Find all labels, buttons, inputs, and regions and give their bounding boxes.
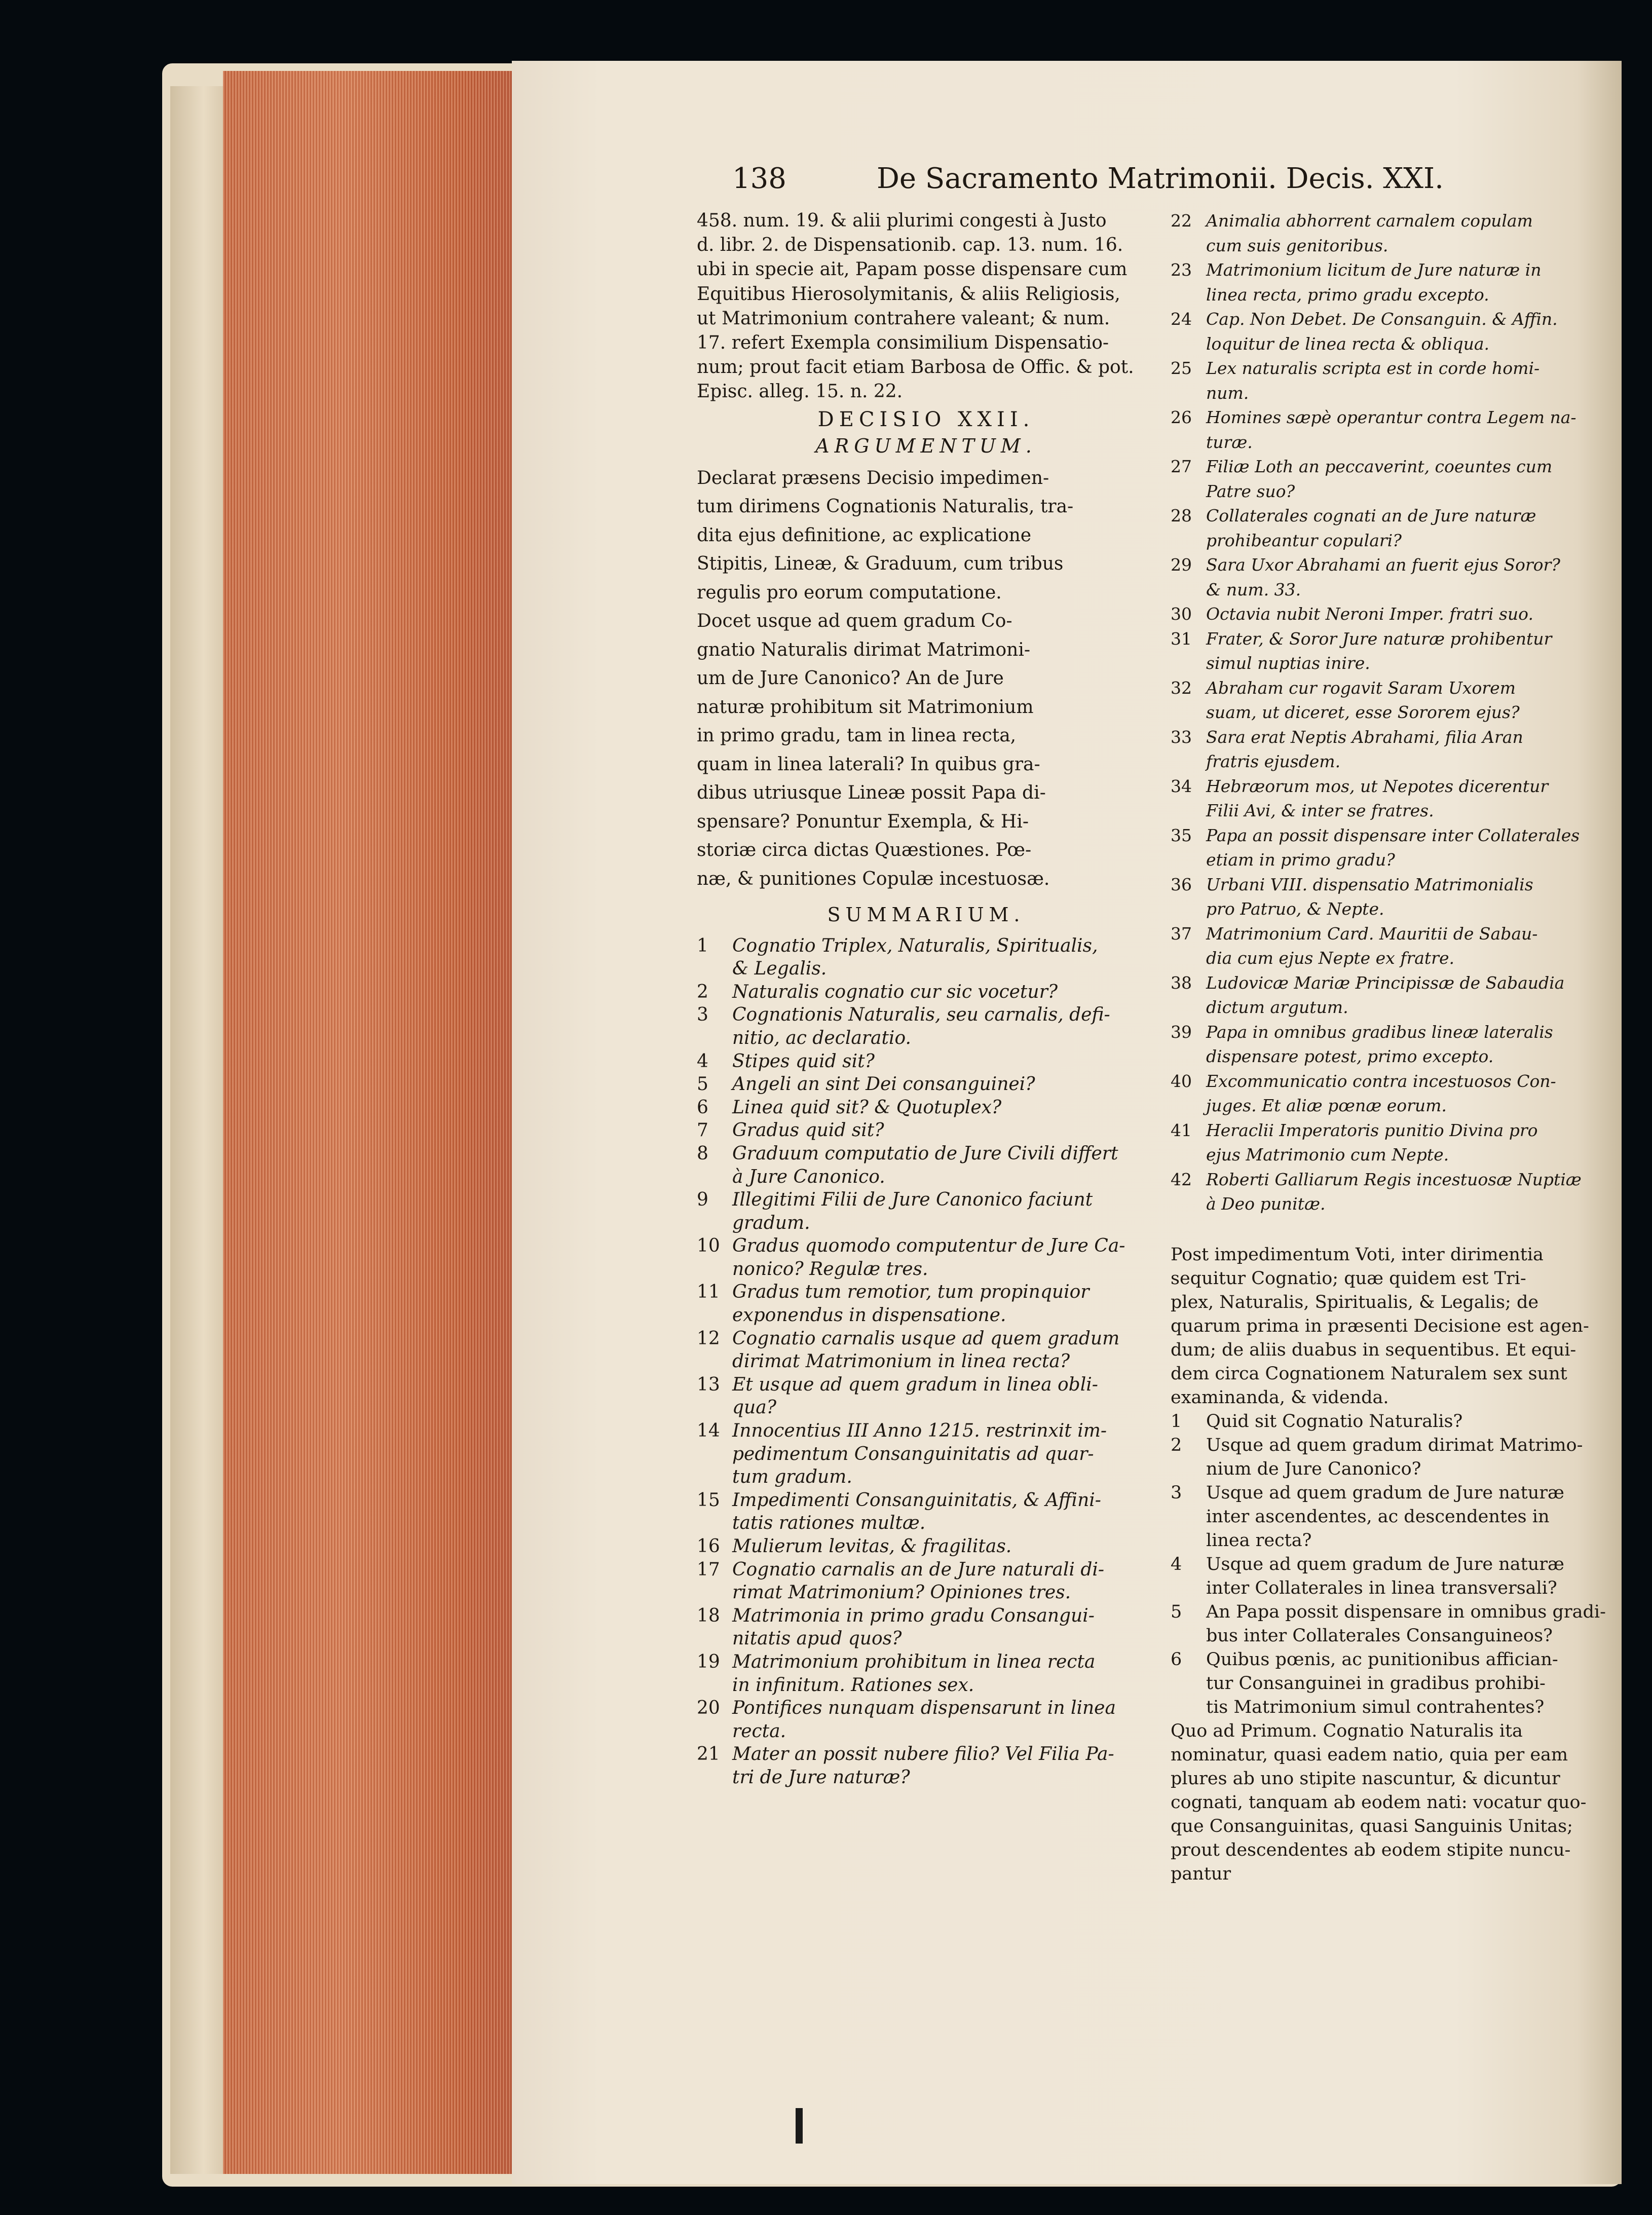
list-item — [1171, 946, 1601, 971]
item-text: à Jure Canonico. — [732, 1166, 885, 1187]
list-item — [1171, 700, 1601, 725]
running-title: De Sacramento Matrimonii. Decis. XXI. — [877, 162, 1444, 195]
item-number: 2 — [697, 981, 708, 1002]
item-number: 26 — [1171, 407, 1192, 427]
item-text: gradum. — [732, 1212, 810, 1233]
list-item — [1171, 651, 1601, 676]
item-text: in infinitum. Rationes sex. — [732, 1674, 974, 1696]
item-text: Et usque ad quem gradum in linea obli- — [732, 1374, 1098, 1395]
item-text: Matrimonium Card. Mauritii de Sabau- — [1206, 923, 1538, 944]
argumentum-line: regulis pro eorum computatione. — [697, 582, 1002, 603]
item-text: Papa in omnibus gradibus lineæ lateralis — [1206, 1022, 1553, 1042]
item-text: nium de Jure Canonico? — [1206, 1458, 1421, 1479]
item-number: 15 — [697, 1489, 720, 1511]
list-item — [697, 1050, 1155, 1073]
item-text: linea recta, primo gradu excepto. — [1206, 284, 1489, 305]
item-number: 6 — [697, 1097, 708, 1118]
list-item — [1171, 749, 1601, 774]
list-item — [1171, 332, 1601, 357]
item-number: 28 — [1171, 506, 1192, 525]
item-text: nitatis apud quos? — [732, 1628, 902, 1649]
list-item — [1171, 504, 1601, 529]
list-item — [1171, 1069, 1601, 1094]
item-number: 31 — [1171, 628, 1192, 649]
item-text: dispensare potest, primo excepto. — [1206, 1046, 1494, 1066]
question-list — [1171, 1410, 1606, 1719]
item-number: 32 — [1171, 678, 1192, 698]
item-text: Roberti Galliarum Regis incestuosæ Nuptiæ — [1206, 1169, 1582, 1189]
item-number: 22 — [1171, 211, 1192, 231]
body-line: plex, Naturalis, Spiritualis, & Legalis; de — [1171, 1292, 1539, 1312]
item-text: fratris ejusdem. — [1206, 752, 1341, 771]
item-number: 29 — [1171, 555, 1192, 575]
item-text: Matrimonium prohibitum in linea recta — [732, 1651, 1096, 1672]
list-item — [697, 1281, 1155, 1304]
item-number: 37 — [1171, 923, 1192, 944]
item-text: rimat Matrimonium? Opiniones tres. — [732, 1582, 1071, 1603]
list-item — [697, 1466, 1155, 1489]
item-text: An Papa possit dispensare in omnibus gradi- — [1206, 1601, 1606, 1622]
list-item — [1171, 405, 1601, 430]
item-number: 20 — [697, 1698, 720, 1719]
item-text: nonico? Regulæ tres. — [732, 1258, 928, 1280]
list-item — [1171, 873, 1601, 897]
list-item — [1171, 1481, 1601, 1505]
list-item — [697, 1188, 1155, 1212]
item-text: Lex naturalis scripta est in corde homi- — [1206, 358, 1540, 378]
item-number: 19 — [697, 1651, 720, 1672]
list-item — [1171, 1118, 1601, 1143]
closing-paragraph — [1171, 1719, 1601, 1886]
item-text: tri de Jure naturæ? — [732, 1767, 910, 1788]
list-item — [1171, 381, 1601, 406]
list-item — [1171, 1600, 1606, 1624]
item-text: Pontifices nunquam dispensarunt in linea — [732, 1698, 1116, 1719]
item-number: 1 — [1171, 1411, 1182, 1432]
item-text: Gradus quomodo computentur de Jure Ca- — [732, 1235, 1125, 1257]
item-number: 23 — [1171, 260, 1192, 280]
item-text: Illegitimi Filii de Jure Canonico faciunt — [732, 1189, 1093, 1211]
item-text: dirimat Matrimonium in linea recta? — [732, 1351, 1070, 1372]
summarium-list-right — [1171, 209, 1601, 1217]
list-item — [1171, 725, 1601, 750]
item-text: Filii Avi, & inter se fratres. — [1206, 801, 1434, 820]
item-text: Collaterales cognati an de Jure naturæ — [1206, 506, 1536, 525]
item-text: Cognatio carnalis usque ad quem gradum — [732, 1328, 1120, 1349]
list-item — [697, 1073, 1155, 1096]
list-item — [697, 1212, 1155, 1235]
item-text: etiam in primo gradu? — [1206, 850, 1395, 870]
item-text: nitio, ac declaratio. — [732, 1027, 911, 1048]
summarium-list-left — [697, 934, 1155, 1789]
list-item — [1171, 1192, 1601, 1217]
item-text: linea recta? — [1206, 1530, 1312, 1551]
item-text: Usque ad quem gradum dirimat Matrimo- — [1206, 1435, 1583, 1455]
list-item — [697, 1258, 1155, 1281]
list-item — [1171, 1576, 1601, 1600]
item-text: pedimentum Consanguinitatis ad quar- — [732, 1443, 1094, 1465]
item-number: 5 — [697, 1074, 708, 1095]
argumentum-line: spensare? Ponuntur Exempla, & Hi- — [697, 811, 1029, 832]
argumentum-text — [697, 464, 1155, 894]
item-text: Cognatio carnalis an de Jure naturali di- — [732, 1559, 1105, 1580]
item-text: Linea quid sit? & Quotuplex? — [732, 1097, 1002, 1118]
item-number: 33 — [1171, 727, 1192, 747]
item-number: 41 — [1171, 1120, 1192, 1140]
body-line: dem circa Cognationem Naturalem sex sunt — [1171, 1363, 1567, 1384]
item-number: 34 — [1171, 776, 1192, 796]
list-item — [1171, 823, 1601, 848]
item-number: 17 — [697, 1559, 720, 1580]
book-cover-edge — [170, 86, 226, 2174]
item-text: Heraclii Imperatoris punitio Divina pro — [1206, 1120, 1538, 1140]
list-item — [1171, 1505, 1601, 1529]
item-text: Impedimenti Consanguinitatis, & Affini- — [732, 1489, 1101, 1511]
intro-line: Episc. alleg. 15. n. 22. — [697, 381, 903, 402]
list-item — [1171, 1672, 1601, 1696]
list-item — [697, 934, 1155, 958]
item-number: 36 — [1171, 874, 1192, 894]
item-number: 11 — [697, 1282, 720, 1303]
argumentum-line: dibus utriusque Lineæ possit Papa di- — [697, 782, 1046, 804]
list-item — [1171, 553, 1601, 578]
item-text: loquitur de linea recta & obliqua. — [1206, 333, 1490, 354]
item-text: Mater an possit nubere filio? Vel Filia Pa- — [732, 1744, 1114, 1765]
intro-line: ut Matrimonium contrahere valeant; & num. — [697, 308, 1110, 329]
list-item — [1171, 1553, 1601, 1576]
list-item — [1171, 1410, 1601, 1434]
intro-paragraph — [697, 209, 1155, 404]
item-number: 3 — [1171, 1482, 1182, 1503]
list-item — [1171, 995, 1601, 1020]
item-text: Sara Uxor Abrahami an fuerit ejus Soror? — [1206, 555, 1560, 575]
list-item — [1171, 1529, 1601, 1553]
right-column — [1171, 209, 1606, 1886]
argumentum-line: tum dirimens Cognationis Naturalis, tra- — [697, 496, 1074, 517]
item-text: Mulierum levitas, & fragilitas. — [732, 1536, 1012, 1557]
argumentum-heading: ARGUMENTUM. — [815, 434, 1037, 457]
list-item — [697, 1697, 1155, 1720]
closing-line: Quo ad Primum. Cognatio Naturalis ita — [1171, 1720, 1523, 1741]
intro-line: Equitibus Hierosolymitanis, & aliis Religiosis, — [697, 283, 1120, 305]
item-number: 3 — [697, 1004, 708, 1026]
closing-line: prout descendentes ab eodem stipite nuncu- — [1171, 1839, 1571, 1860]
list-item — [1171, 479, 1601, 504]
item-text: Octavia nubit Neroni Imper. fratri suo. — [1206, 604, 1533, 624]
argumentum-line: naturæ prohibitum sit Matrimonium — [697, 696, 1034, 718]
list-item — [697, 1674, 1155, 1697]
list-item — [1171, 1624, 1601, 1648]
item-number: 18 — [697, 1605, 720, 1626]
list-item — [1171, 1696, 1601, 1719]
list-item — [1171, 234, 1601, 258]
item-text: qua? — [732, 1397, 776, 1418]
item-text: Quid sit Cognatio Naturalis? — [1206, 1411, 1463, 1432]
list-item — [697, 1304, 1155, 1327]
list-item — [1171, 1648, 1601, 1672]
item-text: Cognatio Triplex, Naturalis, Spiritualis, — [732, 935, 1098, 956]
closing-line: cognati, tanquam ab eodem nati: vocatur quo- — [1171, 1792, 1587, 1813]
item-text: Frater, & Soror Jure naturæ prohibentur — [1206, 628, 1552, 649]
left-column — [697, 209, 1155, 1789]
decisio-heading: DECISIO XXII. — [817, 407, 1035, 431]
list-item — [697, 1327, 1155, 1350]
item-text: bus inter Collaterales Consanguineos? — [1206, 1625, 1553, 1646]
list-item — [1171, 578, 1601, 603]
item-number: 1 — [697, 935, 708, 956]
list-item — [697, 1234, 1155, 1258]
item-number: 16 — [697, 1536, 720, 1557]
list-item — [1171, 799, 1601, 823]
list-item — [1171, 627, 1601, 652]
item-number: 4 — [697, 1050, 708, 1072]
item-text: Filiæ Loth an peccaverint, coeuntes cum — [1206, 457, 1553, 476]
list-item — [1171, 356, 1601, 381]
item-text: simul nuptias inire. — [1206, 653, 1370, 673]
list-item — [697, 1650, 1155, 1674]
list-item — [697, 1027, 1155, 1050]
closing-line: nominatur, quasi eadem natio, quia per eam — [1171, 1744, 1568, 1765]
list-item — [1171, 602, 1601, 627]
list-item — [697, 1166, 1155, 1189]
argumentum-line: quam in linea laterali? In quibus gra- — [697, 754, 1040, 775]
list-item — [697, 1350, 1155, 1373]
argumentum-line: storiæ circa dictas Quæstiones. Pœ- — [697, 840, 1032, 861]
item-text: exponendus in dispensatione. — [732, 1305, 1006, 1326]
item-text: Gradus quid sit? — [732, 1120, 884, 1141]
item-number: 13 — [697, 1374, 720, 1395]
item-number: 9 — [697, 1189, 708, 1211]
body-paragraph — [1171, 1243, 1601, 1410]
list-item — [697, 1512, 1155, 1535]
item-text: Quibus pœnis, ac punitionibus affician- — [1206, 1649, 1558, 1670]
item-text: à Deo punitæ. — [1206, 1194, 1326, 1214]
item-text: juges. Et aliæ pœnæ eorum. — [1206, 1096, 1447, 1115]
item-text: Matrimonia in primo gradu Consangui- — [732, 1605, 1095, 1626]
list-item — [1171, 1094, 1601, 1118]
list-item — [697, 981, 1155, 1004]
item-text: inter ascendentes, ac descendentes in — [1206, 1506, 1550, 1527]
closing-line: que Consanguinitas, quasi Sanguinis Unitas; — [1171, 1816, 1573, 1836]
list-item — [1171, 455, 1601, 479]
list-item — [697, 1766, 1155, 1789]
item-number: 4 — [1171, 1554, 1182, 1574]
list-item — [1171, 1044, 1601, 1069]
item-number: 5 — [1171, 1601, 1182, 1622]
list-item — [1171, 1168, 1601, 1192]
item-number: 24 — [1171, 309, 1192, 329]
list-item — [697, 1373, 1155, 1397]
argumentum-line: gnatio Naturalis dirimat Matrimoni- — [697, 639, 1031, 660]
list-item — [697, 1119, 1155, 1142]
item-text: Usque ad quem gradum de Jure naturæ — [1206, 1554, 1564, 1574]
item-text: Excommunicatio contra incestuosos Con- — [1206, 1071, 1556, 1091]
list-item — [697, 1142, 1155, 1166]
item-text: Stipes quid sit? — [732, 1050, 875, 1072]
page-clip — [796, 2108, 803, 2144]
item-text: & num. 33. — [1206, 579, 1301, 599]
item-text: Matrimonium licitum de Jure naturæ in — [1206, 260, 1542, 280]
item-text: dictum argutum. — [1206, 997, 1348, 1017]
item-number: 38 — [1171, 972, 1192, 993]
item-text: Cap. Non Debet. De Consanguin. & Affin. — [1206, 309, 1558, 329]
closing-line: pantur — [1171, 1863, 1231, 1884]
list-item — [1171, 430, 1601, 455]
argumentum-line: næ, & punitiones Copulæ incestuosæ. — [697, 868, 1050, 889]
list-item — [697, 1581, 1155, 1604]
argumentum-line: Stipitis, Lineæ, & Graduum, cum tribus — [697, 553, 1064, 575]
list-item — [697, 1604, 1155, 1628]
item-text: tatis rationes multæ. — [732, 1513, 926, 1534]
item-text: tum gradum. — [732, 1467, 852, 1488]
body-line: dum; de aliis duabus in sequentibus. Et equi- — [1171, 1339, 1576, 1360]
item-text: tur Consanguinei in gradibus prohibi- — [1206, 1673, 1546, 1694]
list-item — [1171, 307, 1601, 332]
list-item — [697, 1720, 1155, 1743]
list-item — [1171, 897, 1601, 922]
item-text: Usque ad quem gradum de Jure naturæ — [1206, 1482, 1564, 1503]
item-number: 14 — [697, 1420, 720, 1442]
list-item — [1171, 209, 1601, 234]
list-item — [697, 1535, 1155, 1558]
item-text: num. — [1206, 383, 1249, 403]
list-item — [697, 1096, 1155, 1119]
item-number: 2 — [1171, 1435, 1182, 1455]
item-text: Cognationis Naturalis, seu carnalis, defi- — [732, 1004, 1110, 1026]
item-number: 42 — [1171, 1169, 1192, 1189]
page-block-fore-edge — [223, 71, 517, 2174]
item-text: Graduum computatio de Jure Civili differt — [732, 1143, 1118, 1164]
argumentum-line: dita ejus definitione, ac explicatione — [697, 524, 1032, 546]
item-text: dia cum ejus Nepte ex fratre. — [1206, 948, 1454, 968]
item-text: Sara erat Neptis Abrahami, filia Aran — [1206, 727, 1523, 747]
item-number: 7 — [697, 1120, 708, 1141]
body-line: quarum prima in præsenti Decisione est agen- — [1171, 1316, 1589, 1336]
item-text: Hebræorum mos, ut Nepotes dicerentur — [1206, 776, 1549, 796]
body-line: examinanda, & videnda. — [1171, 1387, 1389, 1408]
list-item — [697, 1558, 1155, 1582]
item-number: 10 — [697, 1235, 720, 1257]
item-text: turæ. — [1206, 432, 1253, 452]
item-text: & Legalis. — [732, 958, 827, 980]
list-item — [697, 1627, 1155, 1650]
list-item — [697, 957, 1155, 981]
item-text: prohibeantur copulari? — [1206, 530, 1402, 550]
argumentum-line: Declarat præsens Decisio impedimen- — [697, 467, 1049, 489]
list-item — [697, 1003, 1155, 1027]
item-text: Gradus tum remotior, tum propinquior — [732, 1282, 1090, 1303]
item-text: Abraham cur rogavit Saram Uxorem — [1206, 678, 1516, 698]
list-item — [697, 1419, 1155, 1443]
item-text: Animalia abhorrent carnalem copulam — [1206, 211, 1533, 231]
item-text: ejus Matrimonio cum Nepte. — [1206, 1145, 1449, 1165]
item-text: Homines sæpè operantur contra Legem na- — [1206, 407, 1576, 427]
list-item — [1171, 1020, 1601, 1045]
intro-line: 17. refert Exempla consimilium Dispensatio- — [697, 332, 1109, 353]
intro-line: ubi in specie ait, Papam posse dispensare cum — [697, 259, 1128, 280]
list-item — [697, 1489, 1155, 1512]
item-number: 27 — [1171, 457, 1192, 476]
closing-line: plures ab uno stipite nascuntur, & dicuntur — [1171, 1768, 1560, 1789]
item-text: cum suis genitoribus. — [1206, 235, 1388, 255]
list-item — [1171, 1457, 1601, 1481]
list-item — [697, 1396, 1155, 1419]
item-text: Urbani VIII. dispensatio Matrimonialis — [1206, 874, 1533, 894]
body-line: sequitur Cognatio; quæ quidem est Tri- — [1171, 1268, 1526, 1289]
list-item — [697, 1443, 1155, 1466]
item-text: suam, ut diceret, esse Sororem ejus? — [1206, 702, 1520, 722]
list-item — [1171, 922, 1601, 947]
list-item — [1171, 848, 1601, 873]
argumentum-line: um de Jure Canonico? An de Jure — [697, 668, 1004, 689]
item-text: Patre suo? — [1206, 481, 1295, 501]
item-number: 35 — [1171, 825, 1192, 845]
item-text: Ludovicæ Mariæ Principissæ de Sabaudia — [1206, 972, 1565, 993]
summarium-heading: SUMMARIUM. — [827, 904, 1025, 926]
list-item — [1171, 971, 1601, 996]
item-text: pro Patruo, & Nepte. — [1206, 899, 1384, 919]
item-number: 25 — [1171, 358, 1192, 378]
list-item — [1171, 1434, 1601, 1457]
item-text: Innocentius III Anno 1215. restrinxit im- — [732, 1420, 1107, 1442]
intro-line: d. libr. 2. de Dispensationib. cap. 13. num. 16. — [697, 235, 1123, 256]
item-number: 8 — [697, 1143, 708, 1164]
argumentum-line: in primo gradu, tam in linea recta, — [697, 725, 1017, 746]
intro-line: num; prout facit etiam Barbosa de Offic. & pot. — [697, 357, 1134, 378]
list-item — [697, 1743, 1155, 1766]
list-item — [1171, 676, 1601, 701]
argumentum-line: Docet usque ad quem gradum Co- — [697, 611, 1012, 632]
page-number: 138 — [732, 162, 786, 195]
item-number: 39 — [1171, 1022, 1192, 1042]
item-text: Papa an possit dispensare inter Collaterales — [1206, 825, 1580, 845]
list-item — [1171, 283, 1601, 308]
item-text: tis Matrimonium simul contrahentes? — [1206, 1697, 1545, 1717]
item-text: Angeli an sint Dei consanguinei? — [732, 1074, 1035, 1095]
body-line: Post impedimentum Voti, inter dirimentia — [1171, 1244, 1544, 1265]
item-number: 40 — [1171, 1071, 1192, 1091]
item-text: inter Collaterales in linea transversali? — [1206, 1578, 1557, 1598]
item-number: 12 — [697, 1328, 720, 1349]
intro-line: 458. num. 19. & alii plurimi congesti à Justo — [697, 210, 1107, 231]
list-item — [1171, 258, 1601, 283]
item-text: recta. — [732, 1720, 786, 1742]
item-number: 30 — [1171, 604, 1192, 624]
list-item — [1171, 1143, 1601, 1168]
item-number: 21 — [697, 1744, 720, 1765]
item-number: 6 — [1171, 1649, 1182, 1670]
list-item — [1171, 529, 1601, 553]
item-text: Naturalis cognatio cur sic vocetur? — [732, 981, 1058, 1002]
list-item — [1171, 774, 1601, 799]
